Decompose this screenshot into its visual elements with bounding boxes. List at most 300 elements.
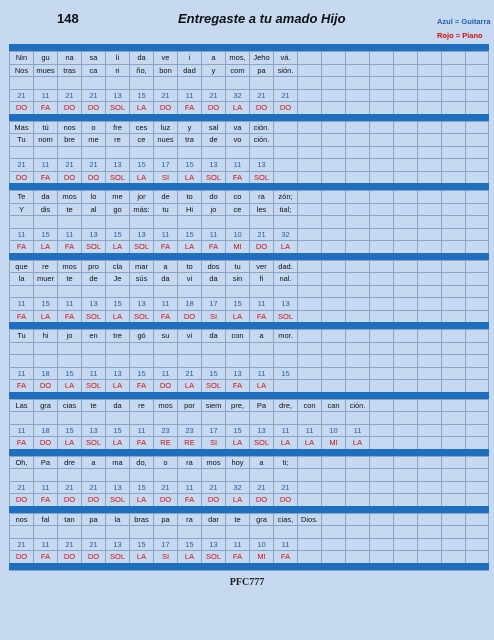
- grid-cell: [393, 122, 417, 134]
- grid-cell: [129, 507, 153, 513]
- grid-cell: Mas: [9, 122, 33, 134]
- grid-cell: muer: [33, 273, 57, 285]
- grid-cell: sin: [225, 273, 249, 285]
- grid-cell: ra: [177, 457, 201, 469]
- grid-cell: a: [201, 52, 225, 64]
- grid-cell: [441, 134, 465, 146]
- grid-cell: [465, 380, 489, 392]
- grid-cell: LA: [225, 102, 249, 114]
- grid-cell: [153, 184, 177, 190]
- grid-cell: [417, 330, 441, 342]
- grid-cell: [105, 526, 129, 538]
- grid-cell: SI: [153, 551, 177, 563]
- grid-cell: [297, 526, 321, 538]
- grid-cell: [321, 380, 345, 392]
- grid-cell: al: [81, 204, 105, 216]
- grid-cell: MI: [321, 437, 345, 449]
- grid-cell: [177, 77, 201, 89]
- grid-cell: [273, 134, 297, 146]
- grid-cell: [441, 425, 465, 437]
- grid-cell: pa: [249, 65, 273, 77]
- page-header: [0, 0, 494, 44]
- grid-cell: [153, 323, 177, 329]
- grid-cell: [225, 216, 249, 228]
- grid-cell: [393, 115, 417, 121]
- grid-cell: [57, 412, 81, 424]
- grid-cell: [249, 216, 273, 228]
- grid-cell: [81, 254, 105, 260]
- grid-cell: DO: [81, 551, 105, 563]
- grid-cell: más:: [129, 204, 153, 216]
- grid-cell: [297, 229, 321, 241]
- grid-cell: SI: [201, 437, 225, 449]
- grid-cell: [273, 115, 297, 121]
- grid-cell: [201, 450, 225, 456]
- grid-cell: 15: [105, 229, 129, 241]
- grid-cell: [321, 494, 345, 506]
- section-divider-bar: [9, 563, 489, 571]
- grid-cell: Nin: [9, 52, 33, 64]
- grid-row-blank: [9, 525, 489, 538]
- grid-cell: [345, 65, 369, 77]
- grid-cell: [393, 90, 417, 102]
- grid-cell: DO: [81, 494, 105, 506]
- grid-cell: [297, 539, 321, 551]
- grid-cell: 13: [225, 368, 249, 380]
- grid-cell: [273, 254, 297, 260]
- grid-cell: [177, 115, 201, 121]
- grid-cell: [201, 45, 225, 51]
- grid-cell: [417, 134, 441, 146]
- grid-cell: [369, 507, 393, 513]
- grid-cell: [417, 172, 441, 184]
- grid-cell: [177, 507, 201, 513]
- grid-cell: 15: [105, 425, 129, 437]
- grid-cell: pre,: [225, 400, 249, 412]
- grid-cell: [393, 526, 417, 538]
- grid-cell: [369, 400, 393, 412]
- grid-cell: DO: [201, 102, 225, 114]
- grid-cell: 11: [57, 229, 81, 241]
- grid-cell: [441, 122, 465, 134]
- grid-cell: [369, 539, 393, 551]
- chord-lyric-grid: [9, 44, 489, 571]
- grid-cell: [465, 400, 489, 412]
- grid-cell: [105, 412, 129, 424]
- grid-cell: [369, 77, 393, 89]
- grid-cell: [177, 343, 201, 355]
- grid-cell: [249, 323, 273, 329]
- grid-cell: [417, 229, 441, 241]
- grid-cell: [129, 355, 153, 367]
- grid-cell: go: [105, 204, 129, 216]
- grid-cell: 18: [33, 368, 57, 380]
- grid-cell: 15: [129, 539, 153, 551]
- grid-cell: [441, 450, 465, 456]
- grid-cell: [225, 77, 249, 89]
- grid-cell: [273, 122, 297, 134]
- grid-cell: [321, 551, 345, 563]
- grid-cell: [105, 564, 129, 570]
- grid-cell: [297, 273, 321, 285]
- grid-cell: cias,: [273, 514, 297, 526]
- grid-cell: SI: [153, 172, 177, 184]
- grid-cell: de: [201, 134, 225, 146]
- grid-cell: [321, 330, 345, 342]
- grid-cell: les: [249, 204, 273, 216]
- section-divider-bar: [9, 253, 489, 260]
- grid-cell: gra: [33, 400, 57, 412]
- grid-cell: o: [81, 122, 105, 134]
- grid-cell: [465, 122, 489, 134]
- grid-cell: [321, 355, 345, 367]
- grid-cell: [153, 45, 177, 51]
- grid-cell: DO: [81, 102, 105, 114]
- grid-cell: [393, 393, 417, 399]
- grid-cell: [153, 393, 177, 399]
- grid-cell: [393, 469, 417, 481]
- grid-cell: [201, 412, 225, 424]
- grid-cell: [33, 526, 57, 538]
- grid-cell: [321, 564, 345, 570]
- grid-cell: [273, 184, 297, 190]
- grid-cell: [321, 412, 345, 424]
- grid-cell: [345, 412, 369, 424]
- grid-cell: [393, 241, 417, 253]
- grid-cell: [81, 469, 105, 481]
- grid-cell: 21: [57, 159, 81, 171]
- grid-cell: [249, 469, 273, 481]
- grid-cell: [345, 355, 369, 367]
- grid-cell: zón;: [273, 191, 297, 203]
- grid-cell: [393, 298, 417, 310]
- grid-cell: [321, 526, 345, 538]
- grid-cell: [369, 286, 393, 298]
- grid-cell: FA: [201, 241, 225, 253]
- grid-cell: [465, 355, 489, 367]
- grid-cell: DO: [249, 494, 273, 506]
- grid-cell: [297, 77, 321, 89]
- grid-cell: [393, 191, 417, 203]
- grid-cell: [441, 229, 465, 241]
- grid-cell: [297, 147, 321, 159]
- grid-cell: [417, 412, 441, 424]
- grid-cell: [393, 147, 417, 159]
- grid-cell: [369, 425, 393, 437]
- grid-cell: [345, 273, 369, 285]
- grid-cell: da: [201, 330, 225, 342]
- grid-cell: 21: [9, 539, 33, 551]
- grid-cell: 21: [177, 368, 201, 380]
- grid-cell: 11: [81, 368, 105, 380]
- grid-cell: [9, 147, 33, 159]
- grid-cell: [393, 184, 417, 190]
- grid-cell: SOL: [81, 241, 105, 253]
- grid-cell: Oh,: [9, 457, 33, 469]
- grid-cell: [81, 147, 105, 159]
- grid-cell: [9, 355, 33, 367]
- grid-cell: [441, 355, 465, 367]
- grid-cell: FA: [9, 380, 33, 392]
- grid-cell: [57, 216, 81, 228]
- grid-cell: [369, 254, 393, 260]
- grid-cell: [177, 564, 201, 570]
- grid-cell: [369, 526, 393, 538]
- grid-cell: 17: [201, 298, 225, 310]
- grid-cell: FA: [57, 311, 81, 323]
- grid-cell: [129, 147, 153, 159]
- grid-cell: cias: [57, 400, 81, 412]
- grid-cell: [297, 494, 321, 506]
- grid-cell: SOL: [105, 172, 129, 184]
- grid-cell: [105, 343, 129, 355]
- grid-cell: [273, 355, 297, 367]
- grid-cell: [249, 147, 273, 159]
- grid-cell: [297, 191, 321, 203]
- grid-cell: [81, 450, 105, 456]
- grid-cell: con: [297, 400, 321, 412]
- grid-cell: [297, 482, 321, 494]
- grid-cell: FA: [177, 494, 201, 506]
- grid-cell: [153, 526, 177, 538]
- grid-cell: [345, 261, 369, 273]
- grid-cell: SOL: [129, 311, 153, 323]
- grid-cell: mar: [129, 261, 153, 273]
- grid-cell: DO: [273, 494, 297, 506]
- grid-cell: [201, 115, 225, 121]
- grid-cell: [153, 450, 177, 456]
- grid-cell: [465, 526, 489, 538]
- grid-cell: [393, 254, 417, 260]
- grid-cell: [393, 204, 417, 216]
- grid-cell: [105, 147, 129, 159]
- grid-cell: [129, 184, 153, 190]
- grid-cell: [321, 90, 345, 102]
- grid-cell: FA: [33, 551, 57, 563]
- grid-cell: [441, 437, 465, 449]
- grid-cell: [321, 507, 345, 513]
- grid-cell: LA: [297, 437, 321, 449]
- grid-cell: com: [225, 65, 249, 77]
- grid-cell: SOL: [105, 551, 129, 563]
- grid-cell: 11: [273, 425, 297, 437]
- grid-cell: 13: [201, 159, 225, 171]
- grid-cell: sión.: [273, 65, 297, 77]
- grid-cell: [465, 425, 489, 437]
- grid-cell: [225, 507, 249, 513]
- grid-cell: mos: [57, 191, 81, 203]
- grid-cell: jo: [201, 204, 225, 216]
- grid-cell: [393, 380, 417, 392]
- grid-cell: [345, 52, 369, 64]
- grid-cell: jor: [129, 191, 153, 203]
- grid-cell: [57, 355, 81, 367]
- grid-cell: [177, 469, 201, 481]
- grid-cell: 11: [153, 229, 177, 241]
- grid-cell: [369, 514, 393, 526]
- grid-cell: bre: [57, 134, 81, 146]
- grid-cell: [105, 216, 129, 228]
- grid-cell: 15: [129, 482, 153, 494]
- grid-cell: [417, 191, 441, 203]
- grid-cell: DO: [153, 494, 177, 506]
- grid-cell: [465, 261, 489, 273]
- grid-cell: FA: [33, 494, 57, 506]
- grid-cell: [441, 482, 465, 494]
- grid-cell: [417, 102, 441, 114]
- grid-cell: 13: [81, 229, 105, 241]
- grid-cell: [249, 115, 273, 121]
- grid-cell: [81, 77, 105, 89]
- grid-cell: [297, 52, 321, 64]
- grid-cell: RE: [153, 437, 177, 449]
- grid-cell: [273, 412, 297, 424]
- grid-cell: 15: [201, 368, 225, 380]
- grid-cell: 11: [225, 539, 249, 551]
- grid-cell: [81, 343, 105, 355]
- grid-cell: [441, 343, 465, 355]
- grid-cell: [441, 52, 465, 64]
- grid-cell: [393, 425, 417, 437]
- grid-cell: [201, 147, 225, 159]
- grid-cell: [417, 261, 441, 273]
- grid-cell: FA: [33, 172, 57, 184]
- grid-cell: ma: [105, 457, 129, 469]
- grid-cell: Dios.: [297, 514, 321, 526]
- grid-cell: [105, 507, 129, 513]
- grid-cell: [105, 45, 129, 51]
- grid-cell: [369, 323, 393, 329]
- grid-cell: [9, 77, 33, 89]
- grid-cell: dos: [201, 261, 225, 273]
- grid-cell: [345, 122, 369, 134]
- grid-cell: o: [153, 457, 177, 469]
- grid-cell: [465, 159, 489, 171]
- grid-row-gtr: [9, 481, 489, 494]
- grid-cell: [153, 147, 177, 159]
- grid-cell: LA: [177, 241, 201, 253]
- grid-row-gtr: [9, 297, 489, 310]
- grid-cell: [225, 526, 249, 538]
- grid-cell: da: [153, 273, 177, 285]
- grid-cell: 13: [105, 159, 129, 171]
- grid-cell: [321, 184, 345, 190]
- grid-cell: [321, 172, 345, 184]
- grid-cell: [321, 482, 345, 494]
- grid-cell: [441, 102, 465, 114]
- grid-cell: [417, 437, 441, 449]
- grid-cell: [177, 526, 201, 538]
- grid-cell: [201, 343, 225, 355]
- grid-cell: 15: [129, 90, 153, 102]
- grid-cell: [369, 343, 393, 355]
- grid-cell: 13: [105, 482, 129, 494]
- grid-cell: [273, 45, 297, 51]
- grid-cell: a: [81, 457, 105, 469]
- grid-cell: DO: [273, 102, 297, 114]
- grid-cell: 21: [9, 159, 33, 171]
- grid-cell: [417, 494, 441, 506]
- grid-cell: 10: [225, 229, 249, 241]
- grid-cell: 15: [57, 368, 81, 380]
- grid-cell: [105, 115, 129, 121]
- grid-cell: [465, 323, 489, 329]
- grid-cell: [249, 507, 273, 513]
- grid-cell: 11: [33, 539, 57, 551]
- grid-cell: [393, 172, 417, 184]
- grid-cell: 15: [177, 539, 201, 551]
- grid-cell: [249, 393, 273, 399]
- grid-cell: [369, 115, 393, 121]
- grid-cell: [345, 45, 369, 51]
- grid-cell: LA: [225, 311, 249, 323]
- grid-cell: fre: [105, 122, 129, 134]
- grid-cell: 21: [57, 539, 81, 551]
- grid-cell: LA: [105, 241, 129, 253]
- grid-cell: da: [201, 273, 225, 285]
- grid-cell: [393, 102, 417, 114]
- grid-cell: [201, 469, 225, 481]
- grid-cell: [297, 65, 321, 77]
- grid-cell: [33, 286, 57, 298]
- grid-cell: [441, 77, 465, 89]
- grid-cell: [153, 412, 177, 424]
- grid-cell: luz: [153, 122, 177, 134]
- grid-cell: [465, 469, 489, 481]
- grid-cell: [297, 115, 321, 121]
- grid-cell: [105, 469, 129, 481]
- grid-cell: [129, 450, 153, 456]
- grid-cell: [9, 469, 33, 481]
- grid-cell: mos: [201, 457, 225, 469]
- grid-cell: [393, 355, 417, 367]
- grid-cell: [105, 184, 129, 190]
- grid-cell: 21: [153, 90, 177, 102]
- grid-row-pno: [9, 240, 489, 253]
- grid-cell: 11: [129, 425, 153, 437]
- grid-cell: DO: [9, 494, 33, 506]
- grid-cell: dre: [57, 457, 81, 469]
- grid-cell: [153, 254, 177, 260]
- grid-cell: 23: [153, 425, 177, 437]
- grid-cell: [441, 539, 465, 551]
- grid-cell: [393, 286, 417, 298]
- section-divider-bar: [9, 449, 489, 456]
- grid-cell: [465, 368, 489, 380]
- grid-cell: 21: [81, 482, 105, 494]
- grid-cell: [417, 507, 441, 513]
- grid-cell: Jeho: [249, 52, 273, 64]
- grid-cell: [417, 539, 441, 551]
- grid-row-gtr: [9, 89, 489, 102]
- grid-row-blank: [9, 342, 489, 355]
- grid-cell: [9, 115, 33, 121]
- grid-row-lyric: [9, 329, 489, 342]
- grid-row-pno: [9, 493, 489, 506]
- grid-cell: 13: [129, 298, 153, 310]
- grid-cell: a: [153, 261, 177, 273]
- grid-cell: LA: [129, 494, 153, 506]
- grid-cell: 15: [105, 298, 129, 310]
- grid-cell: [201, 184, 225, 190]
- grid-cell: [417, 204, 441, 216]
- grid-cell: mos: [153, 400, 177, 412]
- grid-row-lyric: [9, 51, 489, 64]
- grid-cell: [105, 323, 129, 329]
- grid-cell: [57, 393, 81, 399]
- grid-row-blank: [9, 215, 489, 228]
- grid-cell: [417, 368, 441, 380]
